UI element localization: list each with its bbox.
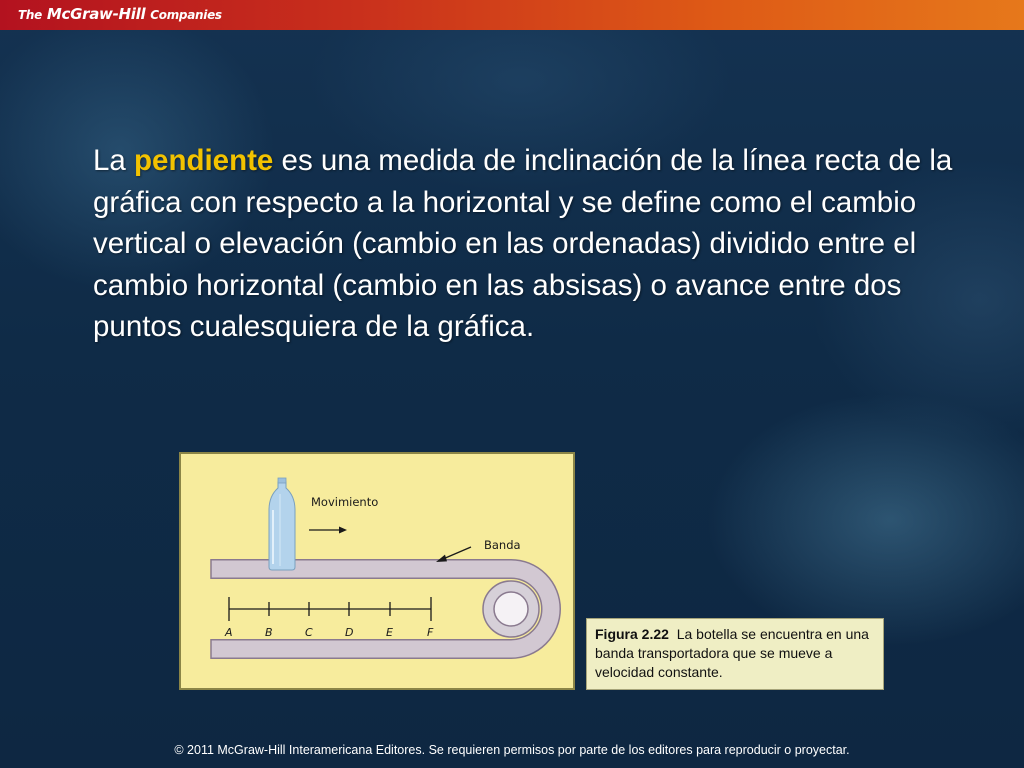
distance-scale [229, 597, 431, 621]
point-label-e: E [386, 626, 393, 639]
motion-label: Movimiento [311, 495, 379, 509]
bottle-icon [269, 478, 295, 570]
conveyor-figure [179, 452, 575, 690]
belt-label: Banda [484, 538, 521, 552]
point-label-d: D [345, 626, 354, 639]
copyright-footer: © 2011 McGraw-Hill Interamericana Editores. Se requieren permisos por parte de los editores para reproducir o proyectar. [174, 743, 850, 757]
figure-caption [586, 618, 884, 690]
mcgraw-hill-logo: The McGraw-Hill Companies [18, 5, 222, 23]
point-label-a: A [225, 626, 233, 639]
text-after: es una medida de inclinación de la línea recta de la gráfica con respecto a la horizontal y se define como el cambio vertical o elevación (cambio en las ordenadas) dividido entre el cambio horizontal (cambio en las absisas) o avance entre dos puntos cualesquiera de la gráfica. [93, 144, 953, 343]
text-before: La [93, 144, 135, 177]
point-label-f: F [427, 626, 434, 639]
motion-arrow-icon [309, 527, 347, 534]
figure-number: Figura 2.22 [595, 626, 669, 642]
point-label-b: B [265, 626, 273, 639]
point-label-c: C [305, 626, 313, 639]
highlight-term: pendiente [134, 144, 274, 177]
header-bar [0, 0, 1024, 30]
conveyor-illustration [181, 454, 573, 688]
slide-body-text [93, 140, 953, 348]
caption-text: La botella se encuentra en una banda transportadora que se mueve a velocidad constante. [595, 626, 869, 680]
